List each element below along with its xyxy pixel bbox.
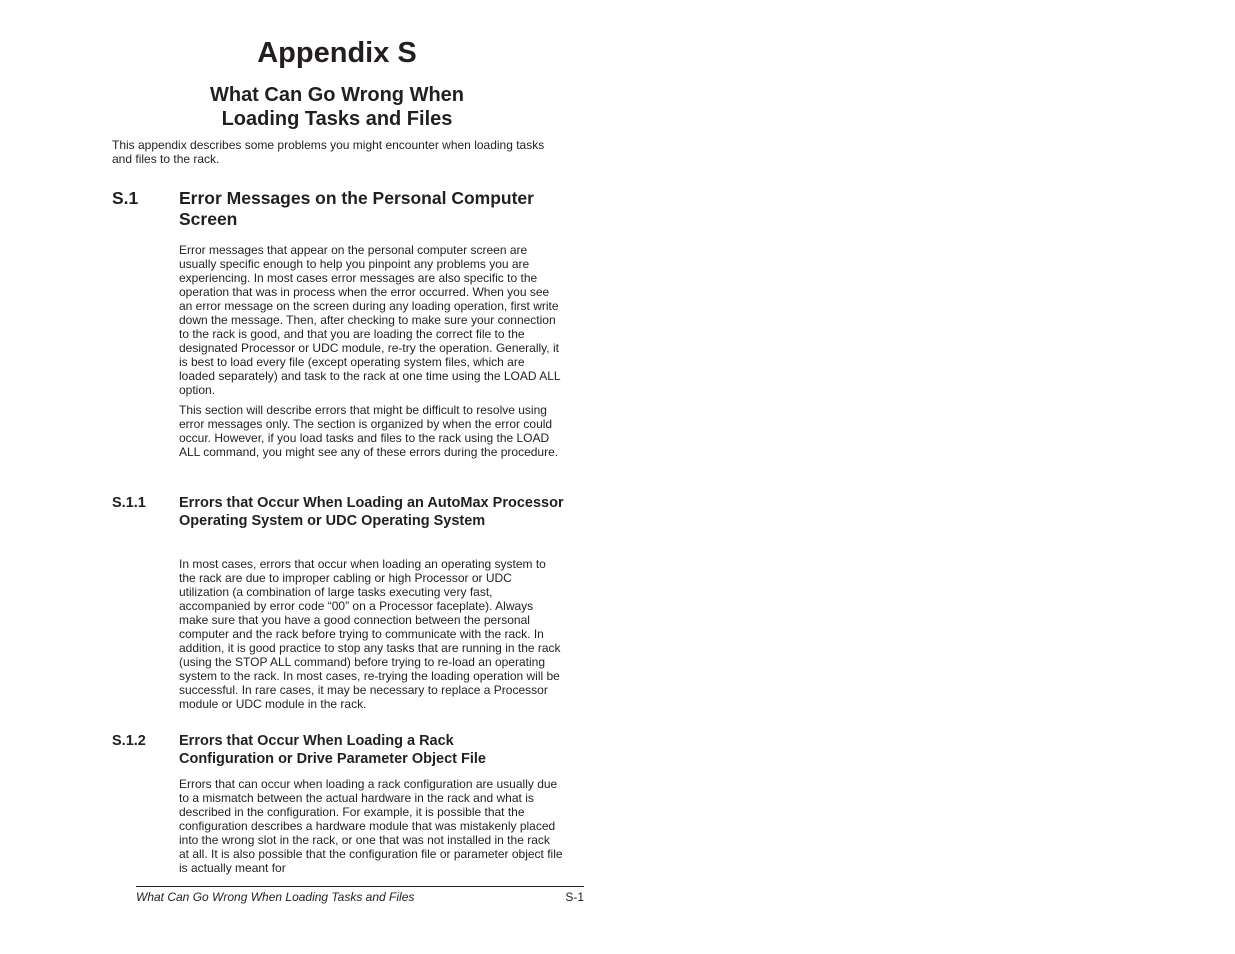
footer-rule — [136, 886, 584, 887]
page-title: Appendix S — [257, 37, 417, 69]
section-s1-paragraph-1: Error messages that appear on the personal computer screen are usually specific enough to help you pinpoint any problems you are experiencing. In most cases error messages are also specific to the operation that was in process when the error occurred. When you see an error message on the screen during any loading operation, first write down the message. Then, after checking to make sure your connection to the rack is good, and that you are loading the correct file to the designated Processor or UDC module, re-try the operation. Generally, it is best to load every file (except operating system files, which are loaded separately) and task to the rack at one time using the LOAD ALL option. — [179, 243, 561, 397]
section-number-s1-2: S.1.2 — [112, 733, 146, 749]
subtitle-line-1: What Can Go Wrong When — [209, 84, 465, 106]
section-number-s1: S.1 — [112, 188, 139, 208]
footer-page-number: S-1 — [565, 890, 584, 904]
section-s1-2-paragraph: Errors that can occur when loading a rack configuration are usually due to a mismatch between the actual hardware in the rack and what is described in the configuration. For example, it is possible that the configuration describes a hardware module that was mistakenly placed into the wrong slot in the rack, or one that was not installed in the rack at all. It is also possible that the configuration file or parameter object file is actually meant for — [179, 777, 563, 875]
section-title-s1-1: Errors that Occur When Loading an AutoMax Processor Operating System or UDC Operating System — [179, 495, 564, 529]
section-s1-paragraph-2: This section will describe errors that might be difficult to resolve using error messages only. The section is organized by when the error could occur. However, if you load tasks and files to the rack using the LOAD ALL command, you might see any of these errors during the procedure. — [179, 403, 559, 459]
intro-paragraph: This appendix describes some problems you might encounter when loading tasks and files to the rack. — [112, 138, 545, 166]
section-title-s1-2: Errors that Occur When Loading a Rack Configuration or Drive Parameter Object File — [179, 733, 486, 767]
section-number-s1-1: S.1.1 — [112, 495, 146, 511]
section-s1-1-paragraph: In most cases, errors that occur when loading an operating system to the rack are due to improper cabling or high Processor or UDC utilization (a combination of large tasks executing very fast, accompanied by error code “00” on a Processor faceplate). Always make sure that you have a good connection between the personal computer and the rack before trying to communicate with the rack. In addition, it is good practice to stop any tasks that are running in the rack (using the STOP ALL command) before trying to re-load an operating system to the rack. In most cases, re-trying the loading operation will be successful. In rare cases, it may be necessary to replace a Processor module or UDC module in the rack. — [179, 557, 561, 711]
subtitle-line-2: Loading Tasks and Files — [221, 108, 453, 130]
page-subtitle — [112, 83, 562, 131]
section-title-s1: Error Messages on the Personal Computer Screen — [179, 188, 534, 229]
footer-running-title: What Can Go Wrong When Loading Tasks and Files — [136, 890, 415, 904]
